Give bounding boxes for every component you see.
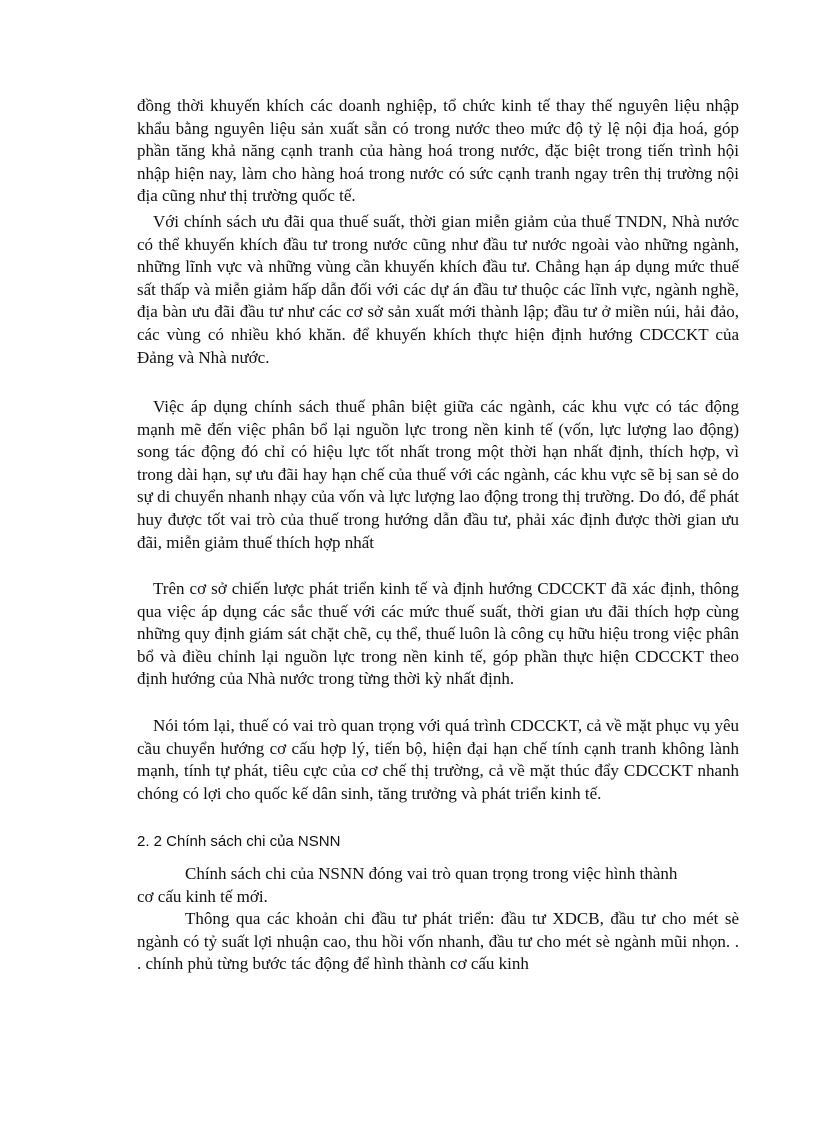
paragraph-3: Việc áp dụng chính sách thuế phân biệt giữa các ngành, các khu vực có tác động mạnh mẽ đến việc phân bổ lại nguồn lực trong nền kinh tế (vốn, lực lượng lao động) song tác động đó chỉ có hiệu lực tốt nhất trong một thời hạn nhất định, thích hợp, vì trong dài hạn, sự ưu đãi hay hạn chế của thuế với các ngành, các khu vực sẽ bị san sẻ do sự di chuyển nhanh nhạy của vốn và lực lượng lao động trong thị trường. Do đó, để phát huy được tốt vai trò của thuế trong hướng dẫn đầu tư, phải xác định được thời gian ưu đãi, miễn giảm thuế thích hợp nhất	[137, 397, 739, 552]
paragraph-1: đồng thời khuyến khích các doanh nghiệp, tổ chức kinh tế thay thế nguyên liệu nhập khẩu bằng nguyên liệu sản xuất sẵn có trong nước theo mức độ tỷ lệ nội địa hoá, góp phần tăng khả năng cạnh tranh của hàng hoá trong nước, đặc biệt trong tiến trình hội nhập hiện nay, làm cho hàng hoá trong nước có sức cạnh tranh ngay trên thị trường nội địa cũng như thị trường quốc tế.	[137, 96, 739, 206]
section-paragraph-2: Thông qua các khoản chi đầu tư phát triển: đầu tư XDCB, đầu tư cho mét sè ngành có tỷ suất lợi nhuận cao, thu hồi vốn nhanh, đầu tư cho mét sè ngành mũi nhọn. . . chính phủ từng bước tác động để hình thành cơ cấu kinh	[137, 909, 739, 974]
paragraph-5: Nói tóm lại, thuế có vai trò quan trọng với quá trình CDCCKT, cả về mặt phục vụ yêu cầu chuyển hướng cơ cấu hợp lý, tiến bộ, hiện đại hạn chế tính cạnh tranh không lành mạnh, tính tự phát, tiêu cực của cơ chế thị trường, cả về mặt thúc đẩy CDCCKT nhanh chóng có lợi cho quốc kế dân sinh, tăng trưởng và phát triển kinh tế.	[137, 716, 739, 803]
paragraph-4: Trên cơ sở chiến lược phát triển kinh tế và định hướng CDCCKT đã xác định, thông qua việc áp dụng các sắc thuế với các mức thuế suất, thời gian ưu đãi thích hợp cùng những quy định giám sát chặt chẽ, cụ thể, thuế luôn là công cụ hữu hiệu trong việc phân bổ và điều chỉnh lại nguồn lực trong nền kinh tế, góp phần thực hiện CDCCKT theo định hướng của Nhà nước trong từng thời kỳ nhất định.	[137, 579, 739, 689]
section-paragraph-1: Chính sách chi của NSNN đóng vai trò quan trọng trong việc hình thành cơ cấu kinh tế mới.	[137, 864, 678, 906]
paragraph-2: Với chính sách ưu đãi qua thuế suất, thời gian miễn giảm của thuế TNDN, Nhà nước có thể khuyến khích đầu tư trong nước cũng như đầu tư nước ngoài vào những ngành, những lĩnh vực và những vùng cần khuyến khích đầu tư. Chẳng hạn áp dụng mức thuế sất thấp và miễn giảm hấp dẫn đối với các dự án đầu tư thuộc các lĩnh vực, ngành nghề, địa bàn ưu đãi đầu tư như các cơ sở sản xuất mới thành lập; đầu tư ở miền núi, hải đảo, các vùng có nhiều khó khăn. để khuyến khích thực hiện định hướng CDCCKT của Đảng và Nhà nước.	[137, 212, 739, 367]
section-heading: 2. 2 Chính sách chi của NSNN	[137, 833, 341, 850]
